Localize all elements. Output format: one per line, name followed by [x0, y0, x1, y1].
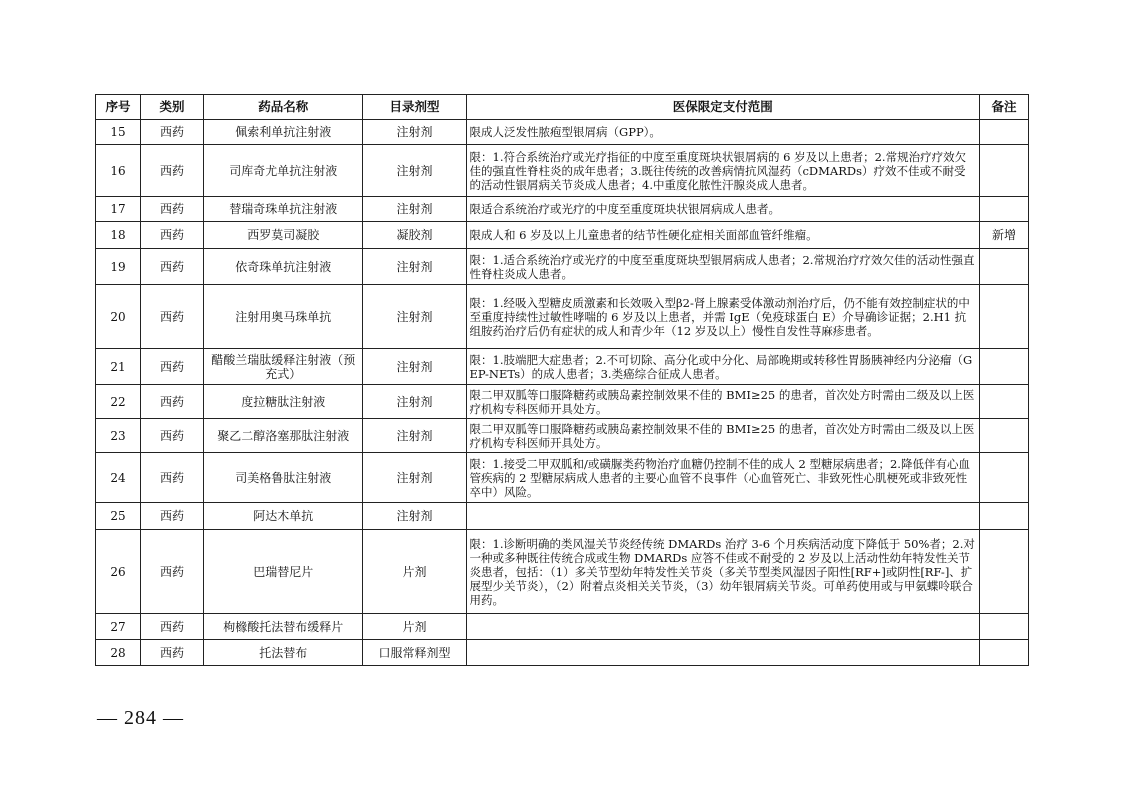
row-drug-name: 醋酸兰瑞肽缓释注射液（预充式）	[204, 349, 363, 385]
header-drug-name: 药品名称	[204, 95, 363, 120]
row-drug-name: 注射用奥马珠单抗	[204, 285, 363, 349]
row-no: 18	[96, 222, 141, 249]
row-payment-scope: 限：1.符合系统治疗或光疗指征的中度至重度斑块状银屑病的 6 岁及以上患者；2.常规治疗疗效欠佳的强直性脊柱炎的成年患者；3.既往传统的改善病情抗风湿药（cDMARDs）疗效不佳或不耐受的活动性银屑病关节炎成人患者；4.中重度化脓性汗腺炎成人患者。	[466, 145, 979, 197]
row-payment-scope	[466, 614, 979, 640]
row-payment-scope: 限：1.接受二甲双胍和/或磺脲类药物治疗血糖仍控制不佳的成人 2 型糖尿病患者；2.降低伴有心血管疾病的 2 型糖尿病成人患者的主要心血管不良事件（心血管死亡、非致死性心肌梗死或非致死性卒中）风险。	[466, 453, 979, 503]
row-no: 16	[96, 145, 141, 197]
row-drug-name: 托法替布	[204, 640, 363, 666]
table-header	[96, 95, 1029, 120]
row-dosage-form: 注射剂	[363, 453, 466, 503]
row-payment-scope: 限：1.经吸入型糖皮质激素和长效吸入型β2-肾上腺素受体激动剂治疗后，仍不能有效控制症状的中至重度持续性过敏性哮喘的 6 岁及以上患者，并需 IgE（免疫球蛋白 E）介导确诊证据；2.H1 抗组胺药治疗后仍有症状的成人和青少年（12 岁及以上）慢性自发性荨麻疹患者。	[466, 285, 979, 349]
table-row	[96, 145, 1029, 197]
row-drug-name: 西罗莫司凝胶	[204, 222, 363, 249]
row-dosage-form: 注射剂	[363, 349, 466, 385]
row-payment-scope: 限：1.肢端肥大症患者；2.不可切除、高分化或中分化、局部晚期或转移性胃肠胰神经内分泌瘤（GEP-NETs）的成人患者；3.类癌综合征成人患者。	[466, 349, 979, 385]
row-no: 22	[96, 385, 141, 419]
row-category: 西药	[140, 640, 203, 666]
table-body	[96, 120, 1029, 666]
row-category: 西药	[140, 285, 203, 349]
row-payment-scope: 限成人泛发性脓疱型银屑病（GPP）。	[466, 120, 979, 145]
row-no: 20	[96, 285, 141, 349]
row-note	[979, 120, 1028, 145]
row-category: 西药	[140, 503, 203, 530]
row-note	[979, 640, 1028, 666]
row-note	[979, 349, 1028, 385]
table-row	[96, 197, 1029, 222]
table-row	[96, 640, 1029, 666]
row-drug-name: 佩索利单抗注射液	[204, 120, 363, 145]
row-payment-scope: 限：1.适合系统治疗或光疗的中度至重度斑块型银屑病成人患者；2.常规治疗疗效欠佳的活动性强直性脊柱炎成人患者。	[466, 249, 979, 285]
row-dosage-form: 注射剂	[363, 385, 466, 419]
row-drug-name: 依奇珠单抗注射液	[204, 249, 363, 285]
table-row	[96, 385, 1029, 419]
row-drug-name: 度拉糖肽注射液	[204, 385, 363, 419]
row-no: 26	[96, 530, 141, 614]
row-category: 西药	[140, 349, 203, 385]
row-drug-name: 司美格鲁肽注射液	[204, 453, 363, 503]
row-dosage-form: 注射剂	[363, 503, 466, 530]
header-category: 类别	[140, 95, 203, 120]
header-no: 序号	[96, 95, 141, 120]
row-dosage-form: 注射剂	[363, 419, 466, 453]
row-category: 西药	[140, 453, 203, 503]
row-note	[979, 419, 1028, 453]
row-category: 西药	[140, 419, 203, 453]
table-row	[96, 419, 1029, 453]
row-category: 西药	[140, 145, 203, 197]
page-number: — 284 —	[97, 707, 184, 729]
row-category: 西药	[140, 222, 203, 249]
row-payment-scope: 限适合系统治疗或光疗的中度至重度斑块状银屑病成人患者。	[466, 197, 979, 222]
table-row	[96, 285, 1029, 349]
header-note: 备注	[979, 95, 1028, 120]
table-row	[96, 614, 1029, 640]
row-note	[979, 249, 1028, 285]
row-payment-scope	[466, 503, 979, 530]
table-row	[96, 120, 1029, 145]
row-no: 21	[96, 349, 141, 385]
row-dosage-form: 片剂	[363, 614, 466, 640]
row-payment-scope: 限：1.诊断明确的类风湿关节炎经传统 DMARDs 治疗 3-6 个月疾病活动度下降低于 50%者；2.对一种或多种既往传统合成或生物 DMARDs 应答不佳或不耐受的 2 岁及以上活动性幼年特发性关节炎患者，包括：（1）多关节型幼年特发性关节炎（多关节型类风湿因子阳性[RF+]或阴性[RF-]、扩展型少关节炎），（2）附着点炎相关关节炎，（3）幼年银屑病关节炎。可单药使用或与甲氨蝶呤联合用药。	[466, 530, 979, 614]
row-drug-name: 巴瑞替尼片	[204, 530, 363, 614]
row-note	[979, 453, 1028, 503]
row-drug-name: 聚乙二醇洛塞那肽注射液	[204, 419, 363, 453]
table-row	[96, 249, 1029, 285]
header-row	[96, 95, 1029, 120]
row-dosage-form: 注射剂	[363, 197, 466, 222]
row-note	[979, 614, 1028, 640]
row-drug-name: 枸橼酸托法替布缓释片	[204, 614, 363, 640]
row-category: 西药	[140, 197, 203, 222]
row-note	[979, 285, 1028, 349]
row-no: 17	[96, 197, 141, 222]
row-note	[979, 530, 1028, 614]
row-payment-scope: 限成人和 6 岁及以上儿童患者的结节性硬化症相关面部血管纤维瘤。	[466, 222, 979, 249]
row-dosage-form: 注射剂	[363, 285, 466, 349]
table-row	[96, 453, 1029, 503]
table-row	[96, 222, 1029, 249]
row-no: 15	[96, 120, 141, 145]
row-dosage-form: 注射剂	[363, 120, 466, 145]
header-payment-scope: 医保限定支付范围	[466, 95, 979, 120]
row-no: 24	[96, 453, 141, 503]
row-note	[979, 145, 1028, 197]
row-category: 西药	[140, 249, 203, 285]
row-category: 西药	[140, 614, 203, 640]
row-drug-name: 替瑞奇珠单抗注射液	[204, 197, 363, 222]
row-no: 27	[96, 614, 141, 640]
row-category: 西药	[140, 120, 203, 145]
row-dosage-form: 凝胶剂	[363, 222, 466, 249]
row-category: 西药	[140, 530, 203, 614]
header-dosage-form: 目录剂型	[363, 95, 466, 120]
drug-table	[95, 94, 1029, 666]
row-note	[979, 385, 1028, 419]
row-no: 28	[96, 640, 141, 666]
row-dosage-form: 口服常释剂型	[363, 640, 466, 666]
row-category: 西药	[140, 385, 203, 419]
row-dosage-form: 注射剂	[363, 145, 466, 197]
row-note: 新增	[979, 222, 1028, 249]
row-dosage-form: 片剂	[363, 530, 466, 614]
table-row	[96, 530, 1029, 614]
table-row	[96, 349, 1029, 385]
row-no: 25	[96, 503, 141, 530]
row-no: 23	[96, 419, 141, 453]
row-drug-name: 阿达木单抗	[204, 503, 363, 530]
row-note	[979, 503, 1028, 530]
row-payment-scope: 限二甲双胍等口服降糖药或胰岛素控制效果不佳的 BMI≥25 的患者，首次处方时需由二级及以上医疗机构专科医师开具处方。	[466, 385, 979, 419]
row-note	[979, 197, 1028, 222]
row-no: 19	[96, 249, 141, 285]
row-payment-scope	[466, 640, 979, 666]
table-row	[96, 503, 1029, 530]
row-payment-scope: 限二甲双胍等口服降糖药或胰岛素控制效果不佳的 BMI≥25 的患者，首次处方时需由二级及以上医疗机构专科医师开具处方。	[466, 419, 979, 453]
row-drug-name: 司库奇尤单抗注射液	[204, 145, 363, 197]
row-dosage-form: 注射剂	[363, 249, 466, 285]
